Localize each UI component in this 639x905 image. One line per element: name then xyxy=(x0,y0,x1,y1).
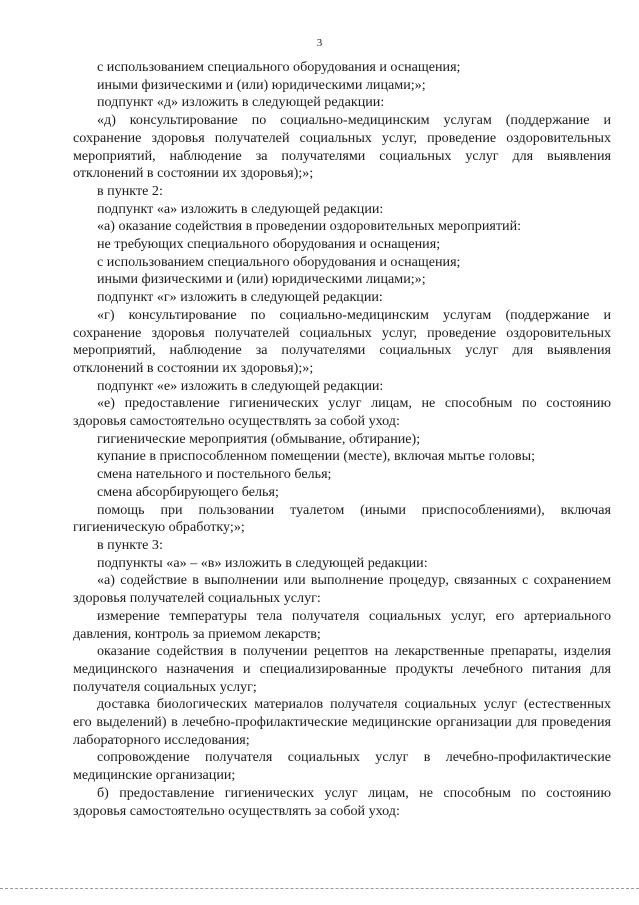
paragraph: подпункт «а» изложить в следующей редакции: xyxy=(97,200,384,217)
paragraph: не требующих специального оборудования и оснащения; xyxy=(97,236,441,253)
paragraph: сопровождение получателя социальных услуг в лечебно-профилактические медицинские организации; xyxy=(73,749,611,784)
paragraph: помощь при пользовании туалетом (иными приспособлениями), включая гигиеническую обработку;»; xyxy=(73,501,611,536)
paragraph: «д) консультирование по социально-медицинским услугам (поддержание и сохранение здоровья получателей социальных услуг, проведение оздоровительных мероприятий, наблюдение за получателями социальных услуг для выявления отклонений в состоянии их здоровья);»; xyxy=(73,112,611,182)
paragraph: измерение температуры тела получателя социальных услуг, его артериального давления, контроль за приемом лекарств; xyxy=(73,607,611,642)
paragraph: в пункте 2: xyxy=(97,182,163,199)
paragraph: с использованием специального оборудования и оснащения; xyxy=(97,59,461,75)
document-body xyxy=(73,59,611,820)
page-bottom-edge xyxy=(0,888,639,889)
paragraph: в пункте 3: xyxy=(97,536,163,553)
paragraph: «е) предоставление гигиенических услуг лицам, не способным по состоянию здоровья самостоятельно осуществлять за собой уход: xyxy=(73,395,611,430)
paragraph: б) предоставление гигиенических услуг лицам, не способным по состоянию здоровья самостоятельно осуществлять за собой уход: xyxy=(73,784,611,819)
paragraph: «г) консультирование по социально-медицинским услугам (поддержание и сохранение здоровья получателей социальных услуг, проведение оздоровительных мероприятий, наблюдение за получателями социальных услуг для выявления отклонений в состоянии их здоровья);»; xyxy=(73,306,611,376)
paragraph: «а) оказание содействия в проведении оздоровительных мероприятий: xyxy=(97,218,522,235)
paragraph: смена абсорбирующего белья; xyxy=(97,483,279,500)
paragraph: иными физическими и (или) юридическими лицами;»; xyxy=(97,271,426,288)
paragraph: подпункт «г» изложить в следующей редакции: xyxy=(97,289,383,306)
paragraph: подпункты «а» – «в» изложить в следующей редакции: xyxy=(97,554,428,571)
paragraph: гигиенические мероприятия (обмывание, обтирание); xyxy=(97,430,421,447)
page-number: 3 xyxy=(316,37,323,49)
paragraph: «а) содействие в выполнении или выполнение процедур, связанных с сохранением здоровья получателей социальных услуг: xyxy=(73,572,611,607)
paragraph: смена нательного и постельного белья; xyxy=(97,466,332,483)
paragraph: подпункт «е» изложить в следующей редакции: xyxy=(97,377,384,394)
paragraph: подпункт «д» изложить в следующей редакции: xyxy=(97,94,385,111)
paragraph: купание в приспособленном помещении (месте), включая мытье головы; xyxy=(97,448,535,465)
paragraph: иными физическими и (или) юридическими лицами;»; xyxy=(97,76,426,93)
paragraph: доставка биологических материалов получателя социальных услуг (естественных его выделений) в лечебно-профилактические медицинские организации для проведения лабораторного исследования; xyxy=(73,696,611,748)
paragraph: оказание содействия в получении рецептов на лекарственные препараты, изделия медицинского назначения и специализированные продукты лечебного питания для получателя социальных услуг; xyxy=(73,643,611,695)
paragraph: с использованием специального оборудования и оснащения; xyxy=(97,253,461,270)
